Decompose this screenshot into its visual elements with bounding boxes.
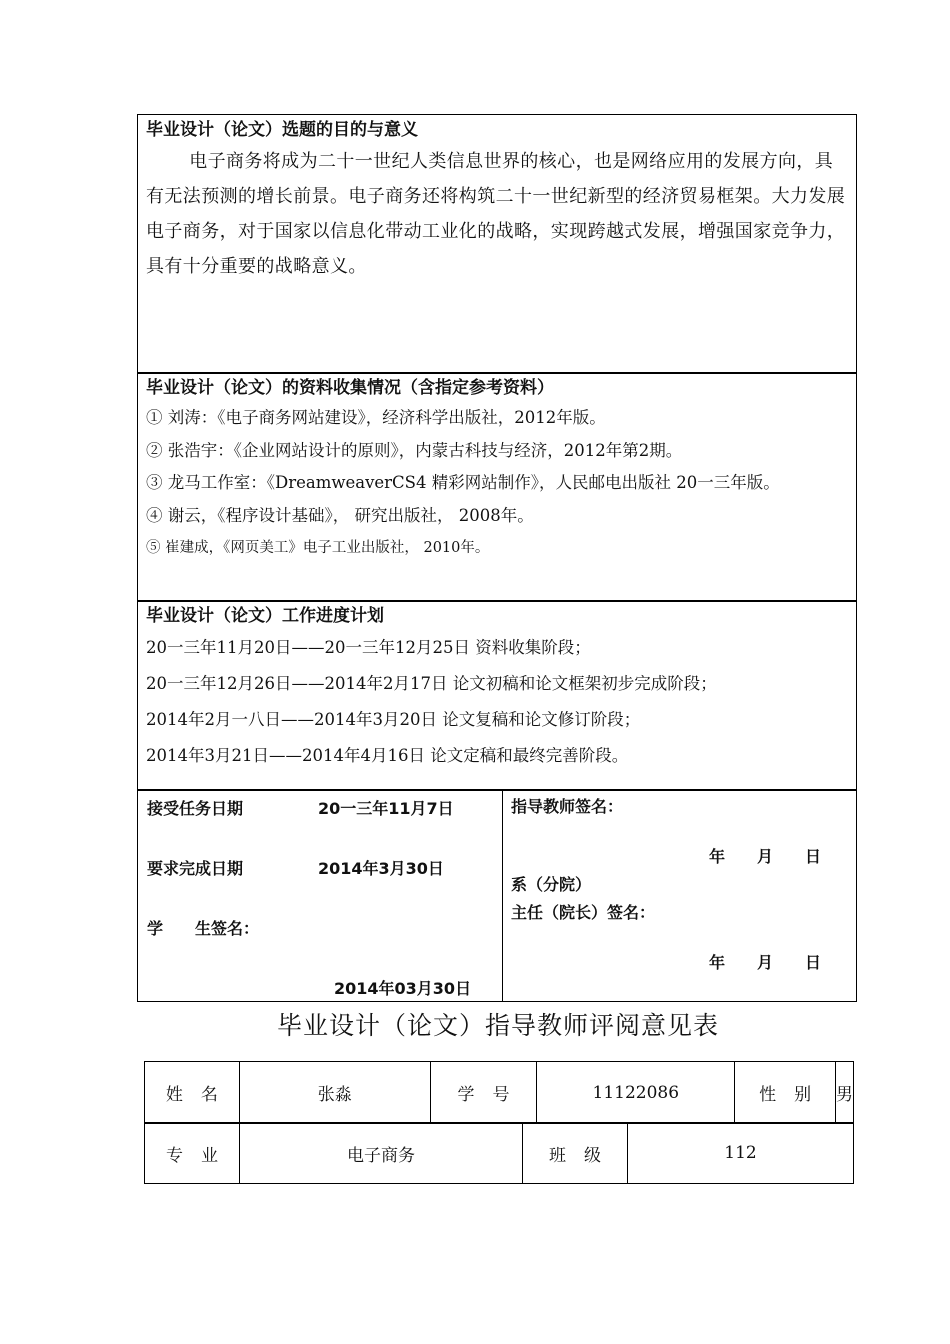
name-value: 张淼: [239, 1062, 430, 1124]
schedule-section: [137, 600, 857, 791]
name-label: 姓名: [145, 1062, 240, 1124]
schedule-item: 20一三年12月26日——2014年2月17日 论文初稿和论文框架初步完成阶段；: [146, 674, 717, 693]
accept-date-value: 20一三年11月7日: [318, 799, 454, 818]
reference-item: ⑤ 崔建成，《网页美工》电子工业出版社， 2010年。: [146, 540, 490, 556]
schedule-title: 毕业设计（论文）工作进度计划: [146, 606, 384, 626]
gender-label: 性别: [735, 1062, 836, 1124]
student-signature-cell: [138, 790, 503, 1001]
director-date-line: 年 月 日: [709, 953, 822, 972]
due-date-label: 要求完成日期: [147, 859, 244, 878]
director-signature-label: 主任（院长）签名：: [511, 903, 656, 922]
class-value: 112: [628, 1123, 854, 1184]
evaluation-form-title: 毕业设计（论文）指导教师评阅意见表: [276, 1011, 719, 1040]
reference-item: ③ 龙马工作室：《DreamweaverCS4 精彩网站制作》，人民邮电出版社 20一三年版。: [146, 473, 780, 492]
major-info-table: [144, 1122, 854, 1184]
purpose-body: 电子商务将成为二十一世纪人类信息世界的核心，也是网络应用的发展方向，具有无法预测的增长前景。电子商务还将构筑二十一世纪新型的经济贸易框架。大力发展电子商务，对于国家以信息化带动工业化的战略，实现跨越式发展，增强国家竞争力，具有十分重要的战略意义。: [146, 151, 846, 277]
student-info-table: [144, 1061, 854, 1124]
student-signature-date: 2014年03月30日: [334, 979, 472, 998]
reference-item: ① 刘涛：《电子商务网站建设》，经济科学出版社，2012年版。: [146, 408, 606, 427]
purpose-section: [137, 114, 857, 374]
schedule-item: 2014年2月一八日——2014年3月20日 论文复稿和论文修订阶段；: [146, 710, 641, 729]
materials-section: [137, 372, 857, 602]
materials-title: 毕业设计（论文）的资料收集情况（含指定参考资料）: [146, 378, 554, 398]
teacher-date-line: 年 月 日: [709, 847, 822, 866]
gender-value: 男: [836, 1062, 854, 1124]
student-id-value: 11122086: [537, 1062, 735, 1124]
major-label: 专业: [145, 1123, 240, 1184]
teacher-signature-label: 指导教师签名：: [511, 797, 624, 816]
accept-date-label: 接受任务日期: [147, 799, 244, 818]
signature-section: [137, 789, 857, 1002]
class-label: 班级: [523, 1123, 628, 1184]
purpose-title: 毕业设计（论文）选题的目的与意义: [146, 120, 418, 140]
student-signature-label: 学 生签名：: [147, 919, 260, 938]
schedule-item: 2014年3月21日——2014年4月16日 论文定稿和最终完善阶段。: [146, 746, 629, 765]
reference-item: ② 张浩宇：《企业网站设计的原则》，内蒙古科技与经济，2012年第2期。: [146, 440, 683, 460]
major-value: 电子商务: [240, 1123, 523, 1184]
student-id-label: 学号: [430, 1062, 537, 1124]
reference-item: ④ 谢云，《程序设计基础》， 研究出版社， 2008年。: [146, 505, 534, 525]
due-date-value: 2014年3月30日: [318, 859, 444, 878]
schedule-item: 20一三年11月20日——20一三年12月25日 资料收集阶段；: [146, 638, 591, 657]
teacher-signature-cell: [503, 790, 856, 1001]
department-label: 系（分院）: [511, 875, 592, 894]
